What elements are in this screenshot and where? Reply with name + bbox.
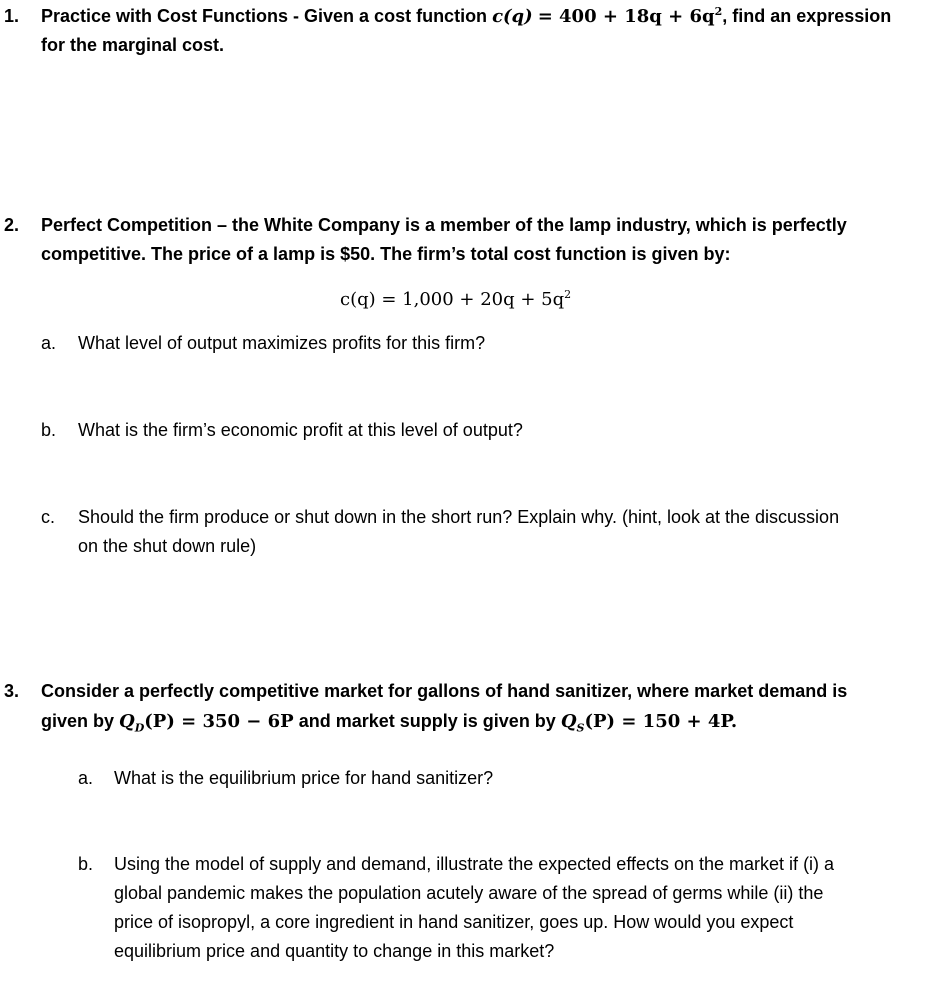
supply-symbol: Q	[560, 711, 577, 732]
total-cost-equation	[340, 285, 571, 315]
question-2c-text: Should the firm produce or shut down in the short run? Explain why. (hint, look at the discussion	[78, 507, 840, 527]
demand-subscript: D	[134, 721, 145, 735]
question-2b-text: What is the firm’s economic profit at this level of output?	[78, 420, 523, 440]
question-2a-label: a.	[41, 333, 57, 353]
question-2c-label: c.	[41, 507, 56, 527]
question-2-line-2: competitive. The price of a lamp is $50. The firm’s total cost function is given by:	[41, 244, 731, 264]
question-3a-label: a.	[78, 768, 94, 788]
question-3b-text-2: global pandemic makes the population acutely aware of the spread of germs while (ii) the	[114, 883, 824, 903]
demand-symbol: Q	[119, 711, 135, 732]
supply-subscript: S	[576, 721, 585, 735]
cost-function-exponent: 2	[714, 5, 723, 18]
question-3-line-1: Consider a perfectly competitive market for gallons of hand sanitizer, where market demand is	[41, 681, 848, 701]
question-3-line-2-start: given by	[41, 711, 115, 731]
question-2b-label: b.	[41, 420, 57, 440]
question-2c-text-2: on the shut down rule)	[78, 536, 257, 556]
question-1-title: Practice with Cost Functions - Given a cost function	[41, 6, 488, 26]
question-1-number: 1.	[4, 6, 20, 26]
question-3a-text: What is the equilibrium price for hand sanitizer?	[114, 768, 494, 788]
question-3b-text-4: equilibrium price and quantity to change in this market?	[114, 941, 555, 961]
question-3b-text-3: price of isopropyl, a core ingredient in hand sanitizer, goes up. How would you expect	[114, 912, 794, 932]
question-3b-text: Using the model of supply and demand, illustrate the expected effects on the market if (i) a	[114, 854, 835, 874]
cost-function-rhs: = 400 + 18q + 6q	[537, 6, 715, 27]
total-cost-equation-exponent: 2	[564, 288, 572, 301]
total-cost-equation-body: c(q) = 1,000 + 20q + 5q	[340, 289, 565, 310]
demand-equation: (P) = 350 − 6P	[144, 711, 294, 732]
question-3-line-2-middle: and market supply is given by	[298, 711, 556, 731]
question-2-line-1: Perfect Competition – the White Company is a member of the lamp industry, which is perfectly	[41, 215, 847, 235]
supply-equation: (P) = 150 + 4P.	[584, 711, 738, 732]
question-1-title-end: , find an expression	[722, 6, 892, 26]
question-3-line-2	[41, 706, 737, 737]
question-3b-label: b.	[78, 854, 94, 874]
question-1-line-1	[41, 1, 891, 32]
question-1-line-2: for the marginal cost.	[41, 35, 225, 55]
cost-function-lhs: c(q)	[492, 6, 533, 27]
question-2-number: 2.	[4, 215, 20, 235]
question-3-number: 3.	[4, 681, 20, 701]
question-2a-text: What level of output maximizes profits for this firm?	[78, 333, 486, 353]
